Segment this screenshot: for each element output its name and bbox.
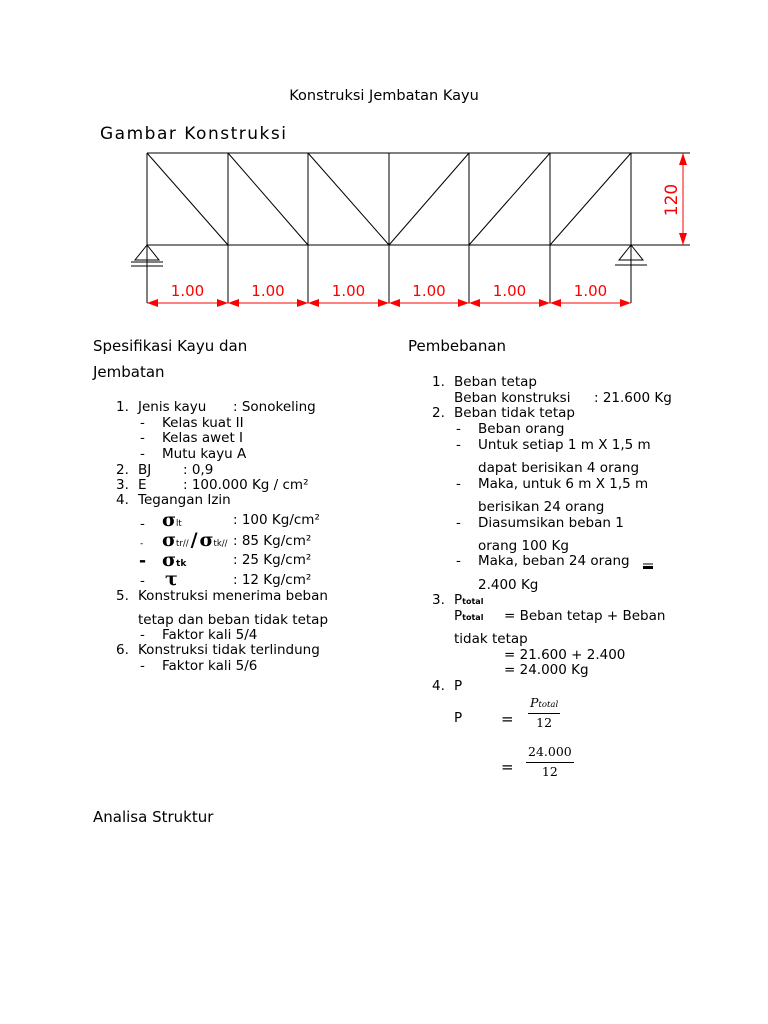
dimension-arrow [147, 299, 158, 307]
stress-value: : 85 Kg/cm² [233, 533, 312, 549]
list-dash: - [140, 430, 145, 446]
stress-value: : 12 Kg/cm² [233, 572, 312, 588]
p-symbol: P [454, 678, 463, 694]
span-dimension-label: 1.00 [412, 282, 446, 300]
pembebanan-heading: Pembebanan [408, 337, 507, 355]
sigma-lt [162, 511, 182, 530]
dimension-arrow [217, 299, 228, 307]
sigma-subscript: tk// [213, 539, 228, 549]
dimension-arrow [550, 299, 561, 307]
p-total-eq1: = Beban tetap + Beban [504, 608, 666, 624]
sub-item: Faktor kali 5/6 [162, 658, 258, 674]
sigma-symbol: σ [162, 509, 177, 531]
list-item-number: 5. [116, 588, 129, 604]
beban-konstruksi-value: : 21.600 Kg [594, 390, 672, 406]
p-total-eq1-cont: tidak tetap [454, 631, 528, 647]
sigma-subscript: tr// [176, 539, 189, 549]
stress-value: : 100 Kg/cm² [233, 512, 320, 528]
sigma-symbol: σ [162, 529, 177, 551]
span-dimension-label: 1.00 [573, 282, 608, 300]
dimension-arrow [620, 299, 631, 307]
dimension-arrow [228, 299, 239, 307]
sub-item: Diasumsikan beban 1 [478, 515, 624, 531]
dimension-arrow [469, 299, 480, 307]
tegangan-label: Tegangan Izin [138, 492, 231, 508]
fraction-value: $\frac{24.000}{12}$ [528, 744, 572, 779]
p-total-symbol: Ptotal [454, 608, 484, 624]
sigma-subscript: tk [176, 559, 187, 569]
list-item-number: 3. [116, 477, 129, 493]
sub-item: Beban orang [478, 421, 565, 437]
sigma-symbol: σ [199, 529, 214, 551]
list-dash: - [140, 627, 145, 643]
sigma-subscript: lt [176, 519, 182, 529]
dimension-arrow [458, 299, 469, 307]
equals-sign: = [501, 758, 514, 776]
list-dash: - [456, 437, 461, 453]
list-dash: - [140, 658, 145, 674]
dimension-arrow [389, 299, 400, 307]
list-item-number: 2. [432, 405, 445, 421]
list-dash: - [456, 515, 461, 531]
beban-konstruksi-label: Beban konstruksi [454, 390, 571, 406]
list-dash: - [456, 476, 461, 492]
item5-line2: tetap dan beban tidak tetap [138, 612, 329, 628]
list-dash: - [140, 516, 145, 532]
list-dash: - [140, 446, 145, 462]
list-dash: - [140, 573, 145, 589]
fraction-p-total: Ptotal 12 [530, 695, 559, 730]
analisa-heading: Analisa Struktur [93, 808, 214, 826]
sigma-tr-tk [162, 531, 228, 550]
list-item-number: 1. [116, 399, 129, 415]
jenis-kayu-value: : Sonokeling [233, 399, 316, 415]
item6-line1: Konstruksi tidak terlindung [138, 642, 320, 658]
list-item-number: 3. [432, 592, 445, 608]
equals-sign: = [501, 710, 514, 728]
beban-tidak-tetap-label: Beban tidak tetap [454, 405, 575, 421]
list-dash: - [140, 539, 144, 549]
p-total-eq2: = 21.600 + 2.400 [504, 647, 626, 663]
sub-item: Kelas kuat II [162, 415, 244, 431]
bj-value: : 0,9 [183, 462, 214, 478]
bj-label: BJ [138, 462, 152, 478]
dimension-arrow [308, 299, 319, 307]
span-dimension-label: 1.00 [331, 282, 366, 300]
e-label: E [138, 477, 147, 493]
sub-item: Maka, untuk 6 m X 1,5 m [478, 476, 649, 492]
sub-item: Untuk setiap 1 m X 1,5 m [478, 437, 651, 453]
height-dimension-label: 120 [662, 183, 682, 217]
document-title: Konstruksi Jembatan Kayu [289, 88, 479, 104]
list-dash: - [456, 553, 461, 569]
sub-item: Faktor kali 5/4 [162, 627, 258, 643]
sigma-symbol: σ [162, 549, 177, 571]
p-total-eq3: = 24.000 Kg [504, 662, 589, 678]
list-dash: - [456, 421, 461, 437]
sub-item: Kelas awet I [162, 430, 244, 446]
slash: / [190, 529, 198, 551]
e-value: : 100.000 Kg / cm² [183, 477, 309, 493]
span-dimension-label: 1.00 [251, 282, 285, 300]
list-dash: - [140, 415, 145, 431]
item5-line1: Konstruksi menerima beban [138, 588, 328, 604]
beban-tetap-label: Beban tetap [454, 374, 537, 390]
stress-value: : 25 Kg/cm² [233, 552, 312, 568]
span-dimension-label: 1.00 [170, 282, 205, 300]
equals-mark [642, 562, 654, 570]
list-item-number: 4. [116, 492, 129, 508]
sub-item-cont: 2.400 Kg [478, 577, 539, 593]
sub-item: Mutu kayu A [162, 446, 247, 462]
dimension-arrow [297, 299, 308, 307]
p-symbol: P [454, 710, 463, 726]
tau-symbol: τ [165, 568, 178, 590]
truss-drawing [0, 0, 768, 330]
list-item-number: 6. [116, 642, 129, 658]
sub-item-cont: berisikan 24 orang [478, 499, 605, 515]
list-item-number: 2. [116, 462, 129, 478]
truss-frame [147, 153, 690, 303]
dimension-arrow [378, 299, 389, 307]
drawing-label: Gambar Konstruksi [100, 124, 288, 144]
sub-item-cont: dapat berisikan 4 orang [478, 460, 640, 476]
span-dimension-label: 1.00 [492, 282, 527, 300]
spec-heading-line2: Jembatan [93, 363, 165, 381]
p-total-symbol: Ptotal [454, 592, 484, 608]
jenis-kayu-label: Jenis kayu [138, 399, 207, 415]
sub-item-cont: orang 100 Kg [478, 538, 569, 554]
list-item-number: 1. [432, 374, 445, 390]
dimension-arrow [539, 299, 550, 307]
spec-heading-line1: Spesifikasi Kayu dan [93, 337, 248, 355]
sub-item: Maka, beban 24 orang [478, 553, 630, 569]
list-dash: - [139, 551, 147, 571]
list-item-number: 4. [432, 678, 445, 694]
